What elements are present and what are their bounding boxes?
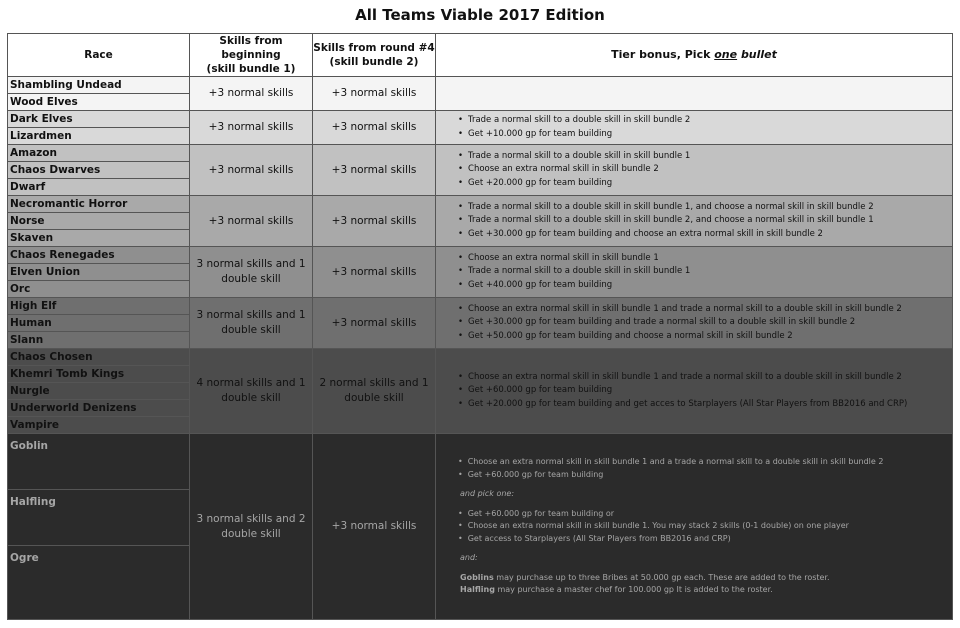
race-name: Wood Elves <box>8 94 190 111</box>
race-name: Khemri Tomb Kings <box>8 366 190 383</box>
table-row <box>8 298 953 315</box>
race-name: Elven Union <box>8 264 190 281</box>
bonus-list <box>458 201 952 242</box>
bonus-item: • Get +20.000 gp for team building <box>458 177 952 191</box>
bonus-item: • Choose an extra normal skill in skill bundle 1 <box>458 252 952 266</box>
header-skills-bundle-1 <box>190 34 313 77</box>
race-name: Dark Elves <box>8 111 190 128</box>
header-tier-bullet: bullet <box>740 48 777 61</box>
table-row <box>8 77 953 94</box>
race-name: Chaos Dwarves <box>8 162 190 179</box>
header-tier-prefix: Tier bonus, Pick <box>611 48 715 61</box>
goblin-note-text: may purchase up to three Bribes at 50.000 gp each. These are added to the roster. <box>493 572 830 582</box>
race-name: Vampire <box>8 417 190 434</box>
skills-bundle-2-cell: +3 normal skills <box>313 434 436 620</box>
halfling-note-text: may purchase a master chef for 100.000 gp It is added to the roster. <box>494 585 773 595</box>
header-skills2-line1: Skills from round #4 <box>313 42 435 54</box>
table-row <box>8 145 953 162</box>
bonus-list <box>458 114 952 141</box>
bonus-item: • Get +30.000 gp for team building and choose an extra normal skill in skill bundle 2 <box>458 228 952 242</box>
tier-bonus-cell <box>436 434 953 620</box>
bonus-item: • Choose an extra normal skill in skill bundle 1 and a trade a normal skill to a double skill in skill bundle 2 <box>458 456 952 469</box>
bonus-item: • Choose an extra normal skill in skill bundle 1 and trade a normal skill to a double skill in skill bundle 2 <box>458 371 952 385</box>
bonus-list <box>458 303 952 344</box>
skills-bundle-1-cell: 4 normal skills and 1 double skill <box>190 349 313 434</box>
race-name: Chaos Chosen <box>8 349 190 366</box>
halfling-note-bold: Halfling <box>460 585 495 595</box>
bonus-item: • Trade a normal skill to a double skill in skill bundle 1 <box>458 150 952 164</box>
header-row <box>8 34 953 77</box>
tier-bonus-cell <box>436 247 953 298</box>
header-skills1-line2: (skill bundle 1) <box>206 63 296 75</box>
skills-bundle-2-cell: +3 normal skills <box>313 196 436 247</box>
race-name: Orc <box>8 281 190 298</box>
table-row <box>8 196 953 213</box>
bonus-item: • Get +50.000 gp for team building and choose a normal skill in skill bundle 2 <box>458 330 952 344</box>
bonus-list <box>458 456 952 481</box>
tier-bonus-cell <box>436 111 953 145</box>
skills-bundle-1-cell: 3 normal skills and 1 double skill <box>190 298 313 349</box>
bonus-list <box>458 371 952 412</box>
tier-bonus-cell <box>436 145 953 196</box>
bonus-list <box>458 150 952 191</box>
race-name: High Elf <box>8 298 190 315</box>
tier-bonus-cell <box>436 77 953 111</box>
skills-bundle-1-cell: +3 normal skills <box>190 145 313 196</box>
bonus-item: • Get +20.000 gp for team building and get acces to Starplayers (All Star Players from BB2016 and CRP) <box>458 398 952 412</box>
skills-bundle-1-cell: 3 normal skills and 1 double skill <box>190 247 313 298</box>
race-name: Amazon <box>8 145 190 162</box>
bonus-list <box>458 508 952 546</box>
header-skills-bundle-2 <box>313 34 436 77</box>
race-name: Dwarf <box>8 179 190 196</box>
race-name: Shambling Undead <box>8 77 190 94</box>
tier-bonus-cell <box>436 349 953 434</box>
skills-bundle-1-cell: +3 normal skills <box>190 77 313 111</box>
bonus-item: • Trade a normal skill to a double skill in skill bundle 2 <box>458 114 952 128</box>
skills-bundle-2-cell: 2 normal skills and 1 double skill <box>313 349 436 434</box>
header-skills2-line2: (skill bundle 2) <box>329 56 419 68</box>
header-race: Race <box>8 34 190 77</box>
bonus-item: • Get +60.000 gp for team building <box>458 384 952 398</box>
skills-bundle-2-cell: +3 normal skills <box>313 145 436 196</box>
skills-bundle-2-cell: +3 normal skills <box>313 111 436 145</box>
goblin-note-bold: Goblins <box>460 572 494 582</box>
teams-table <box>7 33 953 620</box>
bonus-item: • Choose an extra normal skill in skill bundle 2 <box>458 163 952 177</box>
bonus-item: • Get +40.000 gp for team building <box>458 279 952 293</box>
race-name: Nurgle <box>8 383 190 400</box>
header-tier-one: one <box>714 48 738 61</box>
skills-bundle-1-cell: 3 normal skills and 2 double skill <box>190 434 313 620</box>
bonus-item: • Trade a normal skill to a double skill in skill bundle 2, and choose a normal skill in skill bundle 1 <box>458 214 952 228</box>
race-name: Necromantic Horror <box>8 196 190 213</box>
tier-bonus-cell <box>436 298 953 349</box>
tier-bonus-cell <box>436 196 953 247</box>
skills-bundle-2-cell: +3 normal skills <box>313 77 436 111</box>
skills-bundle-1-cell: +3 normal skills <box>190 196 313 247</box>
skills-bundle-2-cell: +3 normal skills <box>313 298 436 349</box>
bonus-item: • Choose an extra normal skill in skill bundle 1. You may stack 2 skills (0-1 double) on one player <box>458 520 952 533</box>
bonus-item: • Trade a normal skill to a double skill in skill bundle 1 <box>458 265 952 279</box>
table-row <box>8 349 953 366</box>
race-name: Chaos Renegades <box>8 247 190 264</box>
halfling-note <box>460 584 952 597</box>
race-name: Goblin <box>8 434 190 490</box>
race-name: Lizardmen <box>8 128 190 145</box>
and-text: and: <box>460 553 478 563</box>
table-row <box>8 434 953 490</box>
race-name: Halfling <box>8 490 190 546</box>
race-name: Norse <box>8 213 190 230</box>
bonus-item: • Get +10.000 gp for team building <box>458 128 952 142</box>
race-name: Underworld Denizens <box>8 400 190 417</box>
race-name: Slann <box>8 332 190 349</box>
and-pick-one-text: and pick one: <box>460 489 515 499</box>
goblin-note <box>460 572 952 585</box>
bonus-item: • Get +30.000 gp for team building and trade a normal skill to a double skill in skill bundle 2 <box>458 316 952 330</box>
page-title: All Teams Viable 2017 Edition <box>355 6 605 24</box>
race-name: Skaven <box>8 230 190 247</box>
bonus-item: • Choose an extra normal skill in skill bundle 1 and trade a normal skill to a double skill in skill bundle 2 <box>458 303 952 317</box>
table-row <box>8 247 953 264</box>
skills-bundle-2-cell: +3 normal skills <box>313 247 436 298</box>
table-row <box>8 111 953 128</box>
race-name: Ogre <box>8 546 190 620</box>
header-skills1-line1: Skills from beginning <box>219 35 283 61</box>
skills-bundle-1-cell: +3 normal skills <box>190 111 313 145</box>
bonus-item: • Get +60.000 gp for team building or <box>458 508 952 521</box>
bonus-item: • Get access to Starplayers (All Star Players from BB2016 and CRP) <box>458 533 952 546</box>
bonus-item: • Trade a normal skill to a double skill in skill bundle 1, and choose a normal skill in skill bundle 2 <box>458 201 952 215</box>
bonus-list <box>458 252 952 293</box>
bonus-item: • Get +60.000 gp for team building <box>458 469 952 482</box>
header-tier-bonus <box>436 34 953 77</box>
race-name: Human <box>8 315 190 332</box>
